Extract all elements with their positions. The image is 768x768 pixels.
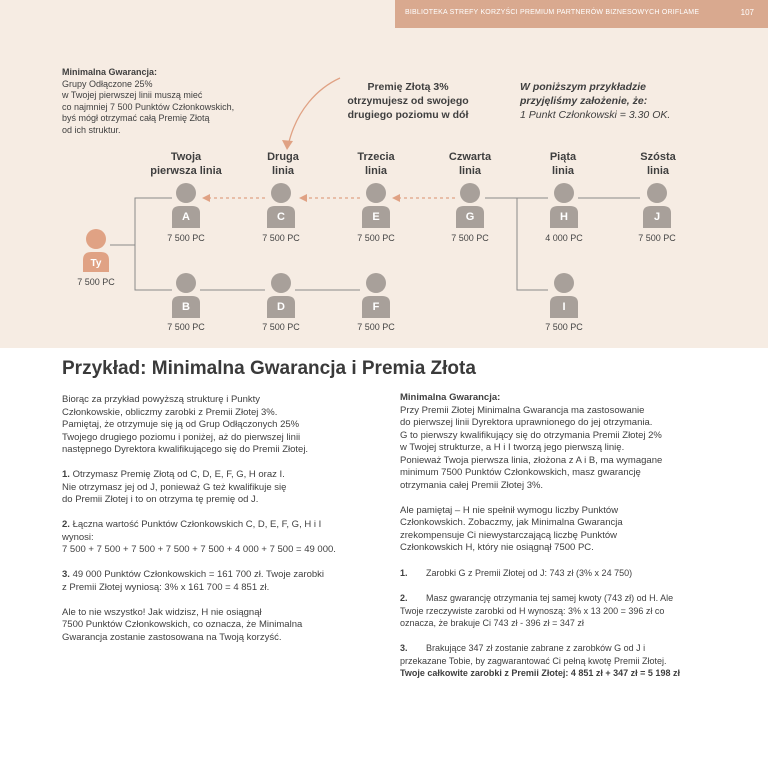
text-line: Ale to nie wszystko! Jak widzisz, H nie osiągnął [62, 606, 262, 618]
column-line: linia [458, 165, 481, 177]
person-node-b [172, 272, 200, 323]
step-number: 2. [400, 593, 408, 603]
node-points: 4 000 PC [545, 233, 583, 243]
node-letter: E [372, 211, 380, 223]
left-column [62, 394, 372, 644]
text-line: Twoje rzeczywiste zarobki od H wynoszą: 3% x 13 200 = 396 zł co [400, 605, 665, 616]
column-line: Druga [267, 151, 299, 163]
node-letter: G [465, 211, 475, 223]
text-line: Zarobki G z Premii Złotej od J: 743 zł (3% x 24 750) [426, 568, 633, 578]
text-line: Masz gwarancję otrzymania tej samej kwoty (743 zł) od H. Ale [426, 593, 674, 603]
bonus-note [338, 80, 478, 122]
node-letter: A [182, 211, 190, 223]
page-number: 107 [740, 8, 754, 17]
text-line: zrekompensuje Ci niewystarczającą liczbę Punktów [400, 529, 618, 541]
column-heading [508, 150, 618, 178]
text-line: Przy Premii Złotej Minimalna Gwarancja ma zastosowanie [400, 404, 645, 416]
text-line: Brakujące 347 zł zostanie zabrane z zarobków G od J i [426, 643, 646, 653]
guarantee-line: co najmniej 7 500 Punktów Członkowskich, [62, 101, 235, 112]
person-node-f [362, 272, 390, 323]
guarantee-line: w Twojej pierwszej linii muszą mieć [62, 90, 203, 100]
node-points: 7 500 PC [167, 233, 205, 243]
text-line: w Twojej strukturze, a H i I tworzą jego pierwszą linię. [400, 442, 625, 453]
node-letter: D [277, 301, 285, 313]
column-line: linia [364, 165, 387, 177]
node-points: 7 500 PC [77, 277, 115, 287]
text-line: Biorąc za przykład powyższą strukturę i Punkty [62, 394, 260, 405]
node-points: 7 500 PC [638, 233, 676, 243]
person-node-g [456, 182, 484, 233]
text-line: Otrzymasz Premię Złotą od C, D, E, F, G, H oraz I. [69, 469, 285, 480]
text-line: z Premii Złotej wyniosą: 3% x 161 700 = 4 851 zł. [62, 581, 270, 593]
step-number: 3. [62, 569, 70, 580]
person-node-h [550, 182, 578, 233]
guarantee-line: Grupy Odłączone 25% [62, 78, 153, 89]
page-title: Przykład: Minimalna Gwarancja i Premia Złota [62, 358, 476, 379]
guarantee-line: od ich struktur. [62, 124, 121, 135]
node-letter: C [277, 211, 285, 223]
calc-step-3 [400, 642, 730, 655]
node-letter: I [562, 301, 566, 313]
text-line: oznacza, że brakuje Ci 743 zł - 396 zł = 347 zł [400, 618, 584, 628]
example-line: W poniższym przykładzie [520, 81, 647, 93]
text-line: 7 500 + 7 500 + 7 500 + 7 500 + 7 500 + 4 000 + 7 500 = 49 000. [62, 544, 336, 555]
node-points: 7 500 PC [262, 322, 300, 332]
bonus-arrow [288, 78, 340, 146]
bonus-line: otrzymujesz od swojego [347, 95, 469, 107]
person-node-j [643, 182, 671, 233]
text-line: Łączna wartość Punktów Członkowskich C, D, E, F, G, H i I [69, 519, 322, 530]
node-points: 7 500 PC [357, 322, 395, 332]
step-number: 2. [62, 519, 70, 530]
step-number: 1. [62, 469, 70, 480]
person-node-i [550, 272, 578, 323]
step-number: 3. [400, 643, 408, 653]
node-letter: J [653, 211, 661, 223]
column-line: linia [271, 165, 294, 177]
guarantee-line: byś mógł otrzymać całą Premię Złotą [62, 113, 210, 123]
column-heading [603, 150, 713, 178]
text-line: Członkowskich H, który nie osiągnął 7500 PC. [400, 542, 594, 553]
node-points: 7 500 PC [357, 233, 395, 243]
bonus-line: drugiego poziomu w dół [347, 109, 469, 121]
text-line: Nie otrzymasz jej od J, ponieważ G też kwalifikuje się [62, 481, 287, 493]
guarantee-title: Minimalna Gwarancja: [62, 67, 158, 77]
person-node-d [267, 272, 295, 323]
example-line: przyjęliśmy założenie, że: [520, 95, 648, 107]
text-line: Ale pamiętaj – H nie spełnił wymogu liczby Punktów [400, 504, 619, 516]
example-note [520, 80, 670, 122]
step-1 [62, 469, 372, 482]
right-column [400, 392, 730, 680]
column-line: Twoja [170, 151, 202, 163]
column-line: Czwarta [448, 151, 492, 163]
text-line: otrzymania całej Premii Złotej 3%. [400, 479, 544, 491]
calc-step-2 [400, 592, 730, 605]
column-line: linia [646, 165, 669, 177]
text-line: 7500 Punktów Członkowskich, co oznacza, że Minimalna [62, 619, 303, 630]
node-points: 7 500 PC [451, 233, 489, 243]
column-heading [131, 150, 241, 178]
node-letter: H [560, 211, 568, 223]
step-3 [62, 569, 372, 582]
text-line: G to pierwszy kwalifikujący się do otrzymania Premii Złotej 2% [400, 429, 662, 441]
text-line: przekazane Tobie, by zagwarantować Ci pełną kwotę Premii Złotej. [400, 655, 667, 666]
node-points: 7 500 PC [167, 322, 205, 332]
calc-step-1 [400, 567, 730, 580]
text-line: następnego Dyrektora kwalifikującego się do Premii Złotej. [62, 444, 309, 455]
text-line: minimum 7500 Punktów Członkowskich, masz gwarancję [400, 467, 641, 478]
person-node-a [172, 182, 200, 233]
node-points: 7 500 PC [545, 322, 583, 332]
example-line: 1 Punkt Członkowski = 3.30 OK. [520, 109, 671, 121]
step-2 [62, 519, 372, 532]
text-line: do pierwszej linii Dyrektora uprawnionego do jej otrzymania. [400, 417, 653, 428]
person-node-c [267, 182, 295, 233]
step-number: 1. [400, 568, 408, 578]
text-line: wynosi: [62, 531, 94, 543]
text-line: Ponieważ Twoja pierwsza linia, złożona z A i B, ma wymagane [400, 454, 663, 466]
total-earnings: Twoje całkowite zarobki z Premii Złotej: 4 851 zł + 347 zł = 5 198 zł [400, 668, 680, 678]
column-line: Trzecia [357, 151, 395, 163]
section-heading: Minimalna Gwarancja: [400, 392, 501, 403]
text-line: Gwarancja zostanie zastosowana na Twoją korzyść. [62, 631, 282, 643]
text-line: Twojego drugiego poziomu i poniżej, aż do pierwszej linii [62, 431, 301, 443]
column-line: pierwsza linia [150, 165, 222, 177]
column-line: linia [551, 165, 574, 177]
column-line: Piąta [549, 151, 577, 163]
node-letter: Ty [90, 258, 102, 269]
line-g-to-i [517, 198, 548, 290]
text-line: Członkowskie, obliczmy zarobki z Premii Złotej 3%. [62, 406, 278, 418]
guarantee-note [62, 67, 234, 136]
text-line: Członkowskich. Zobaczmy, jak Minimalna Gwarancja [400, 517, 623, 528]
node-points: 7 500 PC [262, 233, 300, 243]
person-node-e [362, 182, 390, 233]
person-node-you [82, 228, 110, 277]
text-line: do Premii Złotej i to on otrzyma tę premię od J. [62, 494, 259, 505]
column-line: Szósta [640, 151, 676, 163]
text-line: 49 000 Punktów Członkowskich = 161 700 zł. Twoje zarobki [69, 569, 325, 580]
node-letter: F [372, 301, 380, 313]
bonus-line: Premię Złotą 3% [367, 81, 449, 93]
text-line: Pamiętaj, że otrzymuje się ją od Grup Odłączonych 25% [62, 419, 300, 430]
header-title: BIBLIOTEKA STREFY KORZYŚCI PREMIUM PARTNERÓW BIZNESOWYCH ORIFLAME [405, 9, 700, 16]
line-you-to-b [135, 245, 172, 290]
node-letter: B [182, 301, 190, 313]
